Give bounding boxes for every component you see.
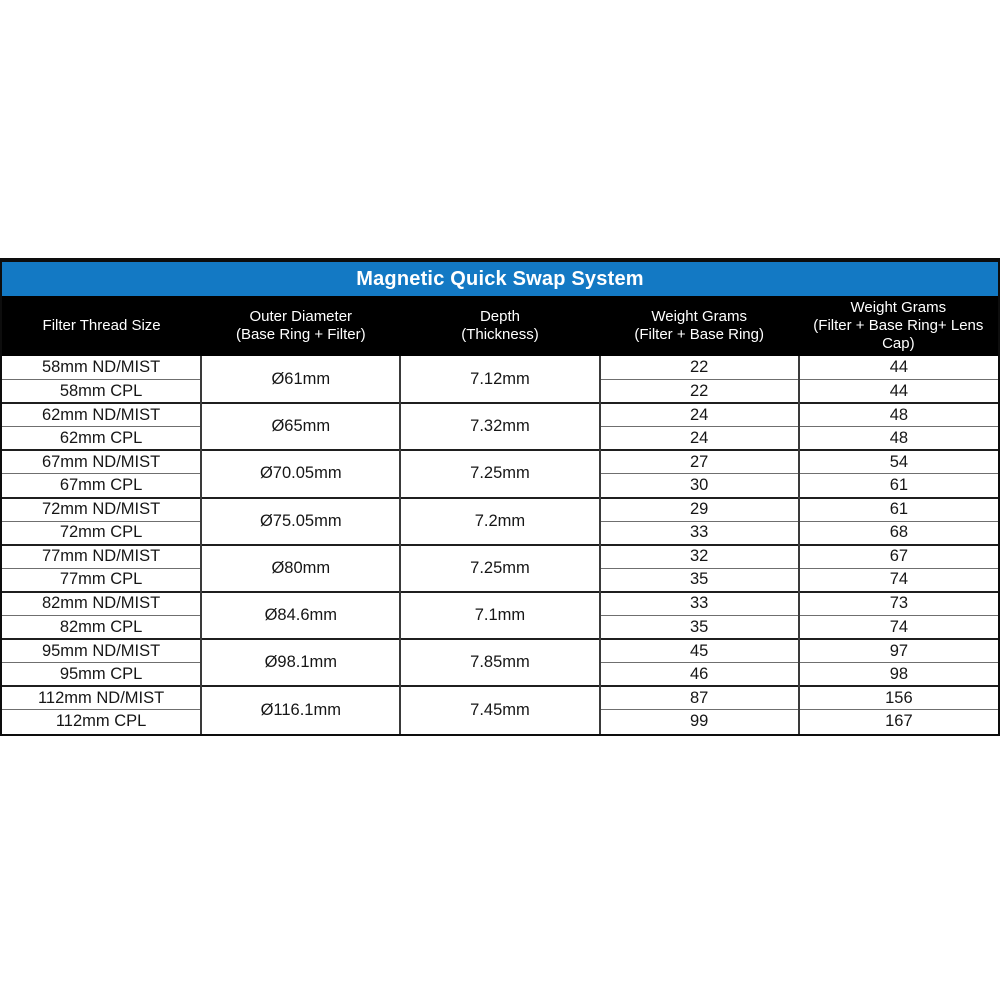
- weight-lens-cell: 167: [799, 710, 998, 734]
- table-row-nd: [2, 592, 998, 616]
- depth-cell: 7.45mm: [400, 686, 599, 733]
- weight-lens-cell: 48: [799, 427, 998, 451]
- thread-cell: 77mm CPL: [2, 568, 201, 592]
- weight-lens-cell: 98: [799, 663, 998, 687]
- thread-cell: 72mm CPL: [2, 521, 201, 545]
- weight-lens-cell: 48: [799, 403, 998, 427]
- table-row-nd: [2, 403, 998, 427]
- table-row-nd: [2, 639, 998, 663]
- weight-cell: 33: [600, 521, 799, 545]
- header-filter-thread-size: [2, 296, 201, 356]
- thread-cell: 77mm ND/MIST: [2, 545, 201, 569]
- thread-cell: 62mm CPL: [2, 427, 201, 451]
- weight-cell: 45: [600, 639, 799, 663]
- outer-diameter-cell: Ø75.05mm: [201, 498, 400, 545]
- weight-lens-cell: 61: [799, 498, 998, 522]
- thread-cell: 95mm CPL: [2, 663, 201, 687]
- weight-lens-cell: 156: [799, 686, 998, 710]
- weight-cell: 35: [600, 616, 799, 640]
- weight-cell: 46: [600, 663, 799, 687]
- header-main: Depth: [479, 307, 520, 325]
- weight-cell: 99: [600, 710, 799, 734]
- weight-cell: 33: [600, 592, 799, 616]
- thread-cell: 82mm ND/MIST: [2, 592, 201, 616]
- weight-cell: 27: [600, 450, 799, 474]
- thread-cell: 67mm CPL: [2, 474, 201, 498]
- table-title: Magnetic Quick Swap System: [2, 262, 998, 296]
- header-sub: (Filter + Base Ring): [634, 326, 764, 343]
- header-sub: (Base Ring + Filter): [235, 326, 366, 343]
- thread-cell: 112mm ND/MIST: [2, 686, 201, 710]
- header-sub: (Filter + Base Ring+ Lens Cap): [813, 316, 984, 353]
- table-row-nd: [2, 356, 998, 380]
- table-row-nd: [2, 450, 998, 474]
- thread-cell: 82mm CPL: [2, 616, 201, 640]
- depth-cell: 7.32mm: [400, 403, 599, 450]
- weight-cell: 87: [600, 686, 799, 710]
- weight-lens-cell: 61: [799, 474, 998, 498]
- outer-diameter-cell: Ø65mm: [201, 403, 400, 450]
- weight-lens-cell: 73: [799, 592, 998, 616]
- weight-lens-cell: 97: [799, 639, 998, 663]
- weight-lens-cell: 68: [799, 521, 998, 545]
- outer-diameter-cell: Ø84.6mm: [201, 592, 400, 639]
- weight-cell: 22: [600, 356, 799, 380]
- header-outer-diameter: [201, 296, 400, 356]
- outer-diameter-cell: Ø116.1mm: [201, 686, 400, 733]
- weight-lens-cell: 44: [799, 356, 998, 380]
- thread-cell: 95mm ND/MIST: [2, 639, 201, 663]
- depth-cell: 7.85mm: [400, 639, 599, 686]
- table-row-nd: [2, 545, 998, 569]
- weight-cell: 32: [600, 545, 799, 569]
- thread-cell: 58mm ND/MIST: [41, 358, 161, 377]
- table-row-nd: [2, 498, 998, 522]
- table-header-row: [2, 296, 998, 356]
- weight-lens-cell: 67: [799, 545, 998, 569]
- weight-cell: 30: [600, 474, 799, 498]
- header-sub: (Thickness): [461, 326, 539, 343]
- depth-cell: 7.2mm: [400, 498, 599, 545]
- thread-cell: 72mm ND/MIST: [2, 498, 201, 522]
- weight-cell: 24: [600, 403, 799, 427]
- spec-table-body: [2, 356, 998, 734]
- weight-cell: 29: [600, 498, 799, 522]
- outer-diameter-cell: Ø80mm: [201, 545, 400, 592]
- header-main: Weight Grams: [651, 307, 747, 325]
- header-main: Outer Diameter: [249, 307, 353, 325]
- weight-lens-cell: 44: [799, 380, 998, 404]
- thread-cell: 67mm ND/MIST: [2, 450, 201, 474]
- spec-table: [0, 258, 1000, 736]
- depth-cell: 7.25mm: [400, 450, 599, 497]
- depth-cell: 7.12mm: [400, 356, 599, 403]
- table-row-nd: [2, 686, 998, 710]
- header-main: Filter Thread Size: [42, 316, 161, 334]
- outer-diameter-cell: Ø98.1mm: [201, 639, 400, 686]
- weight-lens-cell: 54: [799, 450, 998, 474]
- thread-cell: 112mm CPL: [2, 710, 201, 734]
- thread-cell: 62mm ND/MIST: [2, 403, 201, 427]
- weight-lens-cell: 74: [799, 616, 998, 640]
- weight-cell: 24: [600, 427, 799, 451]
- header-depth: [400, 296, 599, 356]
- weight-cell: 35: [600, 568, 799, 592]
- weight-lens-cell: 74: [799, 568, 998, 592]
- outer-diameter-cell: Ø61mm: [201, 356, 400, 403]
- outer-diameter-cell: Ø70.05mm: [201, 450, 400, 497]
- depth-cell: 7.25mm: [400, 545, 599, 592]
- header-main: Weight Grams: [850, 298, 947, 316]
- weight-cell: 22: [600, 380, 799, 404]
- thread-cell: 58mm CPL: [2, 380, 201, 404]
- header-weight-lens-cap: [799, 296, 998, 356]
- depth-cell: 7.1mm: [400, 592, 599, 639]
- header-weight-base-ring: [600, 296, 799, 356]
